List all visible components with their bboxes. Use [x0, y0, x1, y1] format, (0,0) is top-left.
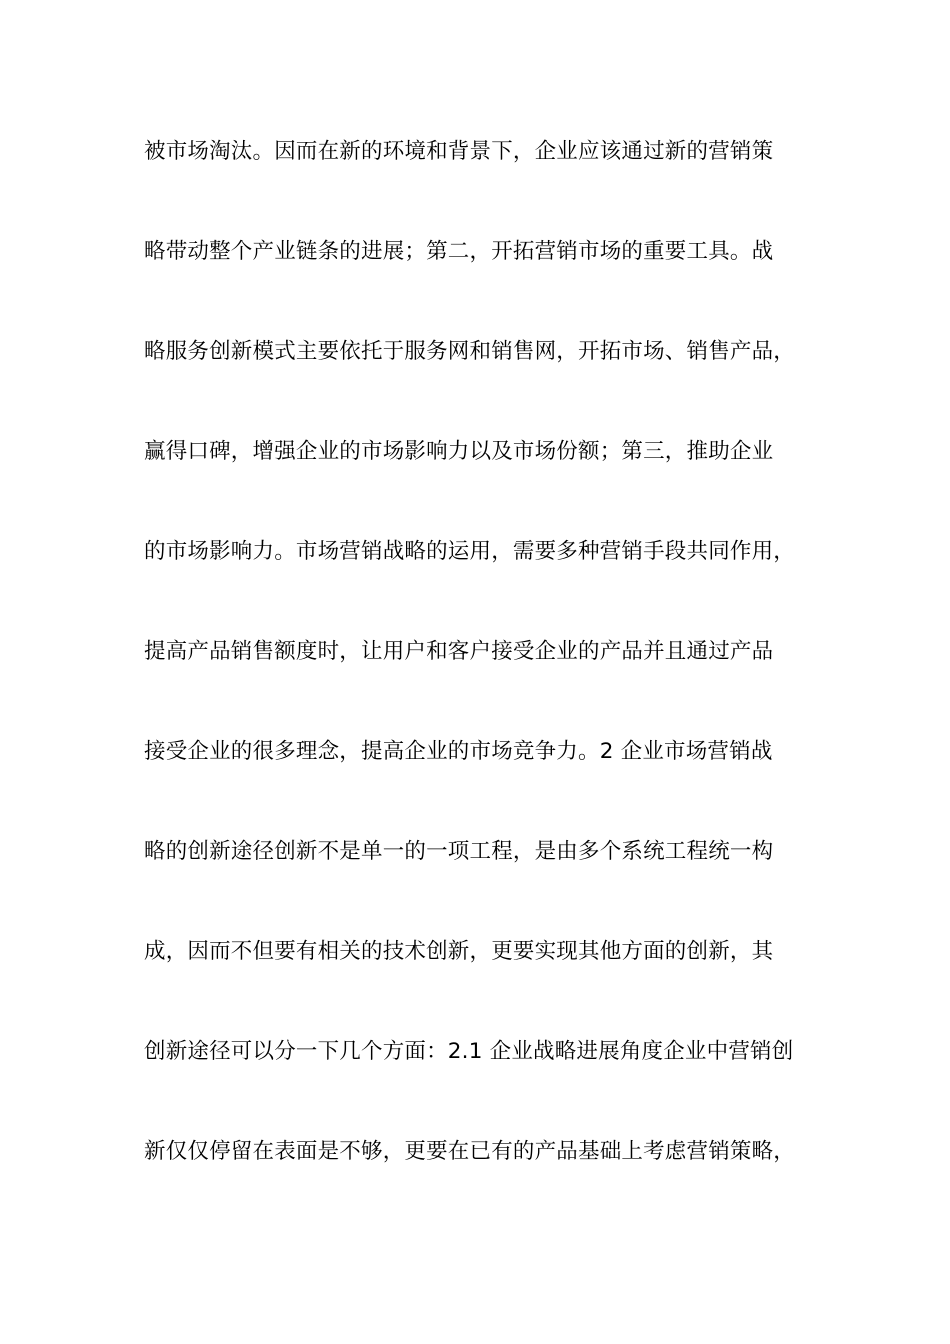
- text-line-7: 接受企业的很多理念，提高企业的市场竞争力。2 企业市场营销战: [144, 739, 773, 764]
- text-line-3: 略服务创新模式主要依托于服务网和销售网，开拓市场、销售产品，: [144, 339, 796, 364]
- text-line-2: 略带动整个产业链条的进展；第二，开拓营销市场的重要工具。战: [144, 239, 774, 264]
- body-text: [144, 132, 834, 1232]
- text-line-4: 赢得口碑，增强企业的市场影响力以及市场份额；第三，推助企业: [144, 439, 774, 464]
- text-line-10: 创新途径可以分一下几个方面：2.1 企业战略进展角度企业中营销创: [144, 1039, 794, 1064]
- text-line-1: 被市场淘汰。因而在新的环境和背景下，企业应该通过新的营销策: [144, 139, 774, 164]
- text-line-5: 的市场影响力。市场营销战略的运用，需要多种营销手段共同作用，: [144, 539, 796, 564]
- text-line-9: 成，因而不但要有相关的技术创新，更要实现其他方面的创新，其: [144, 939, 774, 964]
- text-line-6: 提高产品销售额度时，让用户和客户接受企业的产品并且通过产品: [144, 639, 774, 664]
- text-line-8: 略的创新途径创新不是单一的一项工程，是由多个系统工程统一构: [144, 839, 774, 864]
- text-line-11: 新仅仅停留在表面是不够，更要在已有的产品基础上考虑营销策略，: [144, 1139, 796, 1164]
